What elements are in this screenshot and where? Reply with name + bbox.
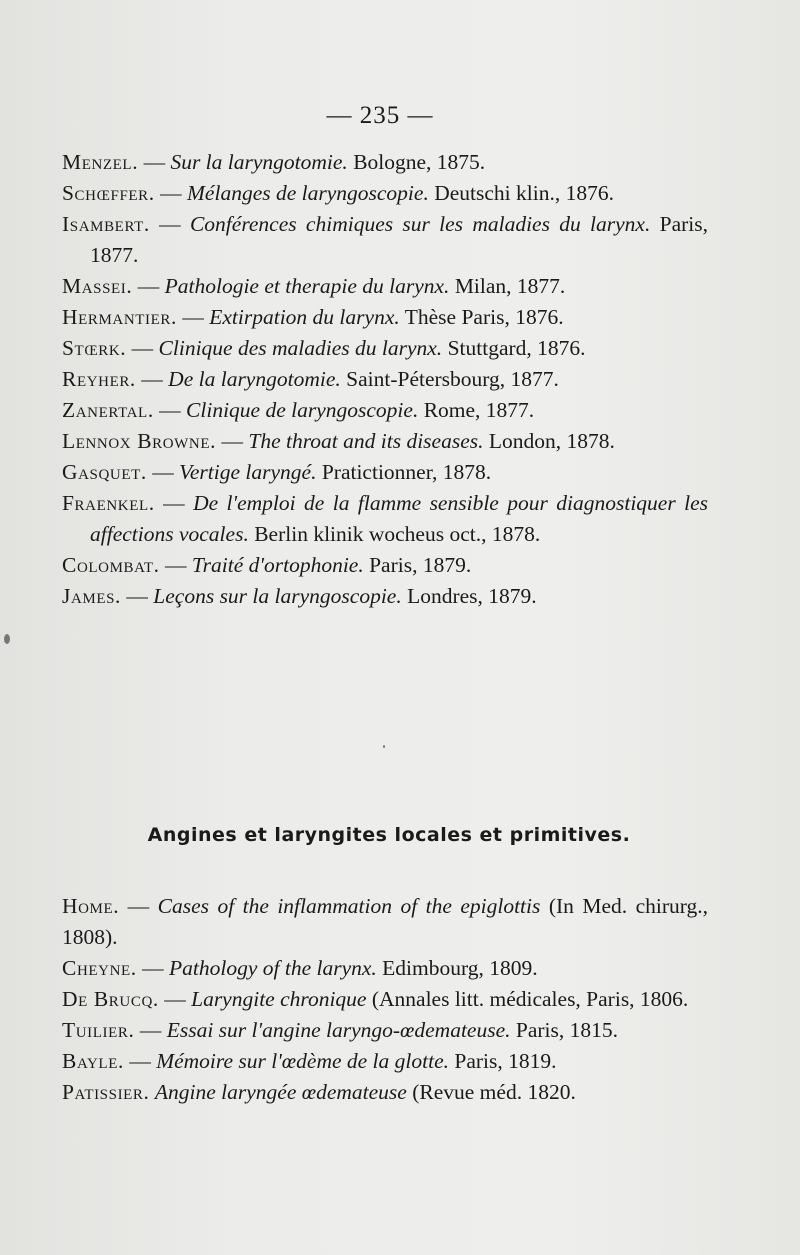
entry-author: Menzel. <box>62 150 139 174</box>
entry-title: Extirpation du larynx. <box>209 305 400 329</box>
bibliography-entry <box>62 457 708 488</box>
entry-author: Colombat. <box>62 553 160 577</box>
entry-author: Massei. <box>62 274 133 298</box>
entry-title: Traité d'ortophonie. <box>191 553 364 577</box>
bibliography-entry <box>62 147 708 178</box>
page-number: — 235 — <box>326 102 434 129</box>
bibliography-entry <box>62 984 708 1015</box>
section-heading: Angines et laryngites locales et primitives. <box>147 824 631 846</box>
bibliography-entry <box>62 891 708 953</box>
entry-author: James. <box>62 584 122 608</box>
bibliography-entry <box>62 271 708 302</box>
bibliography-entry <box>62 302 708 333</box>
entry-author: Hermantier. <box>62 305 177 329</box>
entry-details: Paris, 1879. <box>363 553 472 577</box>
entry-title: Cases of the inflammation of the epiglottis <box>157 894 541 918</box>
entry-separator: — <box>154 491 194 515</box>
entry-separator: — <box>121 584 154 608</box>
entry-separator: — <box>132 274 165 298</box>
entry-title: De la laryngotomie. <box>168 367 341 391</box>
entry-details: Milan, 1877. <box>449 274 566 298</box>
entry-title: Clinique de laryngoscopie. <box>186 398 419 422</box>
entry-title: Laryngite chronique <box>191 987 367 1011</box>
entry-details: Londres, 1879. <box>401 584 537 608</box>
entry-details: Deutschi klin., 1876. <box>428 181 614 205</box>
entry-author: De Brucq. <box>62 987 159 1011</box>
entry-author: Stœrk. <box>62 336 127 360</box>
entry-details: Thèse Paris, 1876. <box>399 305 564 329</box>
entry-author: Reyher. <box>62 367 136 391</box>
entry-author: Lennox Browne. <box>62 429 217 453</box>
entry-author: Schœffer. <box>62 181 155 205</box>
entry-details: Berlin klinik wocheus oct., 1878. <box>248 522 541 546</box>
entry-separator: — <box>138 150 171 174</box>
entry-title: De l'emploi de la flamme sensible pour diagnostiquer les affections vocales. <box>90 491 709 546</box>
entry-title: Leçons sur la laryngoscopie. <box>153 584 402 608</box>
entry-separator: — <box>216 429 249 453</box>
entry-details: London, 1878. <box>483 429 615 453</box>
bibliography-entry <box>62 178 708 209</box>
bibliography-entry <box>62 550 708 581</box>
bibliography-entry <box>62 953 708 984</box>
entry-separator: — <box>177 305 210 329</box>
entry-title: Pathologie et therapie du larynx. <box>164 274 450 298</box>
bibliography-entry <box>62 426 708 457</box>
entry-details: Paris, 1877. <box>90 212 709 267</box>
bibliography-entry <box>62 581 708 612</box>
entry-title: Mémoire sur l'œdème de la glotte. <box>156 1049 449 1073</box>
entry-author: Home. <box>62 894 120 918</box>
entry-author: Gasquet. <box>62 460 147 484</box>
bibliography-entry <box>62 209 708 271</box>
entry-details: Paris, 1815. <box>510 1018 619 1042</box>
entry-title: Vertige laryngé. <box>179 460 317 484</box>
entry-separator: — <box>134 1018 167 1042</box>
entry-details: Paris, 1819. <box>449 1049 557 1073</box>
entry-author: Cheyne. <box>62 956 137 980</box>
bibliography-list-2 <box>62 891 708 1108</box>
entry-title: Angine laryngée œdemateuse <box>154 1080 407 1104</box>
entry-details: Bologne, 1875. <box>347 150 486 174</box>
entry-author: Patissier. <box>62 1080 150 1104</box>
entry-separator: — <box>154 181 188 205</box>
entry-details: (Annales litt. médicales, Paris, 1806. <box>366 987 689 1011</box>
entry-author: Bayle. <box>62 1049 124 1073</box>
entry-title: Pathology of the larynx. <box>169 956 377 980</box>
bibliography-entry <box>62 395 708 426</box>
ink-speck <box>4 634 10 644</box>
entry-author: Fraenkel. <box>62 491 155 515</box>
entry-details: Pratictionner, 1878. <box>316 460 492 484</box>
entry-author: Zanertal. <box>62 398 154 422</box>
entry-title: Mélanges de laryngoscopie. <box>187 181 429 205</box>
entry-author: Tuilier. <box>62 1018 135 1042</box>
bibliography-entry <box>62 1015 708 1046</box>
entry-separator: — <box>119 894 158 918</box>
entry-title: Sur la laryngotomie. <box>170 150 348 174</box>
entry-details: Rome, 1877. <box>418 398 535 422</box>
entry-title: Clinique des maladies du larynx. <box>158 336 443 360</box>
entry-details: Stuttgard, 1876. <box>442 336 586 360</box>
entry-separator: — <box>153 398 187 422</box>
bibliography-entry <box>62 333 708 364</box>
entry-details: Saint-Pétersbourg, 1877. <box>340 367 559 391</box>
bibliography-entry <box>62 488 708 550</box>
entry-details: (Revue méd. 1820. <box>406 1080 576 1104</box>
entry-separator: — <box>126 336 159 360</box>
entry-title: Essai sur l'angine laryngo-œdemateuse. <box>166 1018 511 1042</box>
bibliography-list-1 <box>62 147 708 612</box>
entry-details: Edimbourg, 1809. <box>376 956 538 980</box>
entry-details: (In Med. chirurg., 1808). <box>62 894 709 949</box>
entry-separator: — <box>146 460 180 484</box>
entry-separator: — <box>136 956 169 980</box>
entry-separator: — <box>123 1049 157 1073</box>
entry-separator: — <box>149 212 190 236</box>
ink-speck <box>383 745 385 748</box>
entry-separator: — <box>159 553 192 577</box>
entry-title: The throat and its diseases. <box>248 429 484 453</box>
bibliography-entry <box>62 364 708 395</box>
bibliography-entry <box>62 1077 708 1108</box>
entry-separator: — <box>135 367 169 391</box>
entry-author: Isambert. <box>62 212 150 236</box>
bibliography-entry <box>62 1046 708 1077</box>
entry-title: Conférences chimiques sur les maladies du larynx. <box>189 212 651 236</box>
entry-separator: — <box>158 987 192 1011</box>
